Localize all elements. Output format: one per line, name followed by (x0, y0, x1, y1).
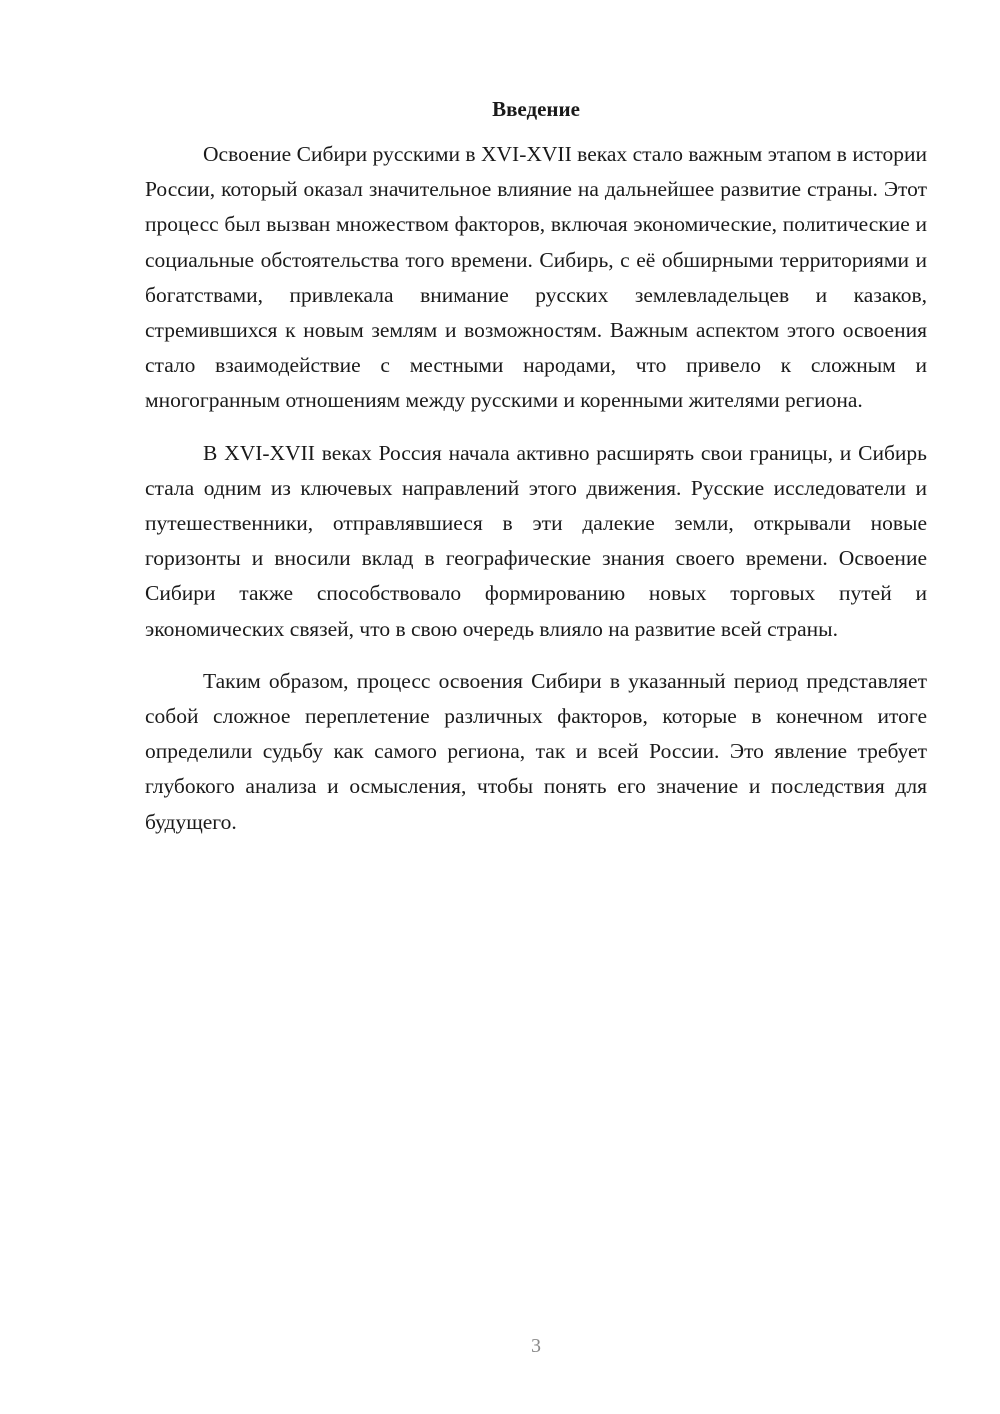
page-content (145, 95, 927, 857)
paragraph-2: В XVI-XVII веках Россия начала активно расширять свои границы, и Сибирь стала одним из ключевых направлений этого движения. Русские исследователи и путешественники, отправлявшиеся в эти далекие земли, открывали новые горизонты и вносили вклад в географические знания своего времени. Освоение Сибири также способствовало формированию новых торговых путей и экономических связей, что в свою очередь влияло на развитие всей страны. (145, 440, 927, 641)
paragraph-3: Таким образом, процесс освоения Сибири в указанный период представляет собой сложное переплетение различных факторов, которые в конечном итоге определили судьбу как самого региона, так и всей России. Это явление требует глубокого анализа и осмысления, чтобы понять его значение и последствия для будущего. (145, 668, 927, 834)
paragraph-1: Освоение Сибири русскими в XVI-XVII веках стало важным этапом в истории России, который оказал значительное влияние на дальнейшее развитие страны. Этот процесс был вызван множеством факторов, включая экономические, политические и социальные обстоятельства того времени. Сибирь, с её обширными территориями и богатствами, привлекала внимание русских землевладельцев и казаков, стремившихся к новым землям и возможностям. Важным аспектом этого освоения стало взаимодействие с местными народами, что привело к сложным и многогранным отношениям между русскими и коренными жителями региона. (145, 142, 927, 413)
page-number: 3 (531, 1335, 541, 1357)
section-title: Введение (492, 97, 580, 121)
